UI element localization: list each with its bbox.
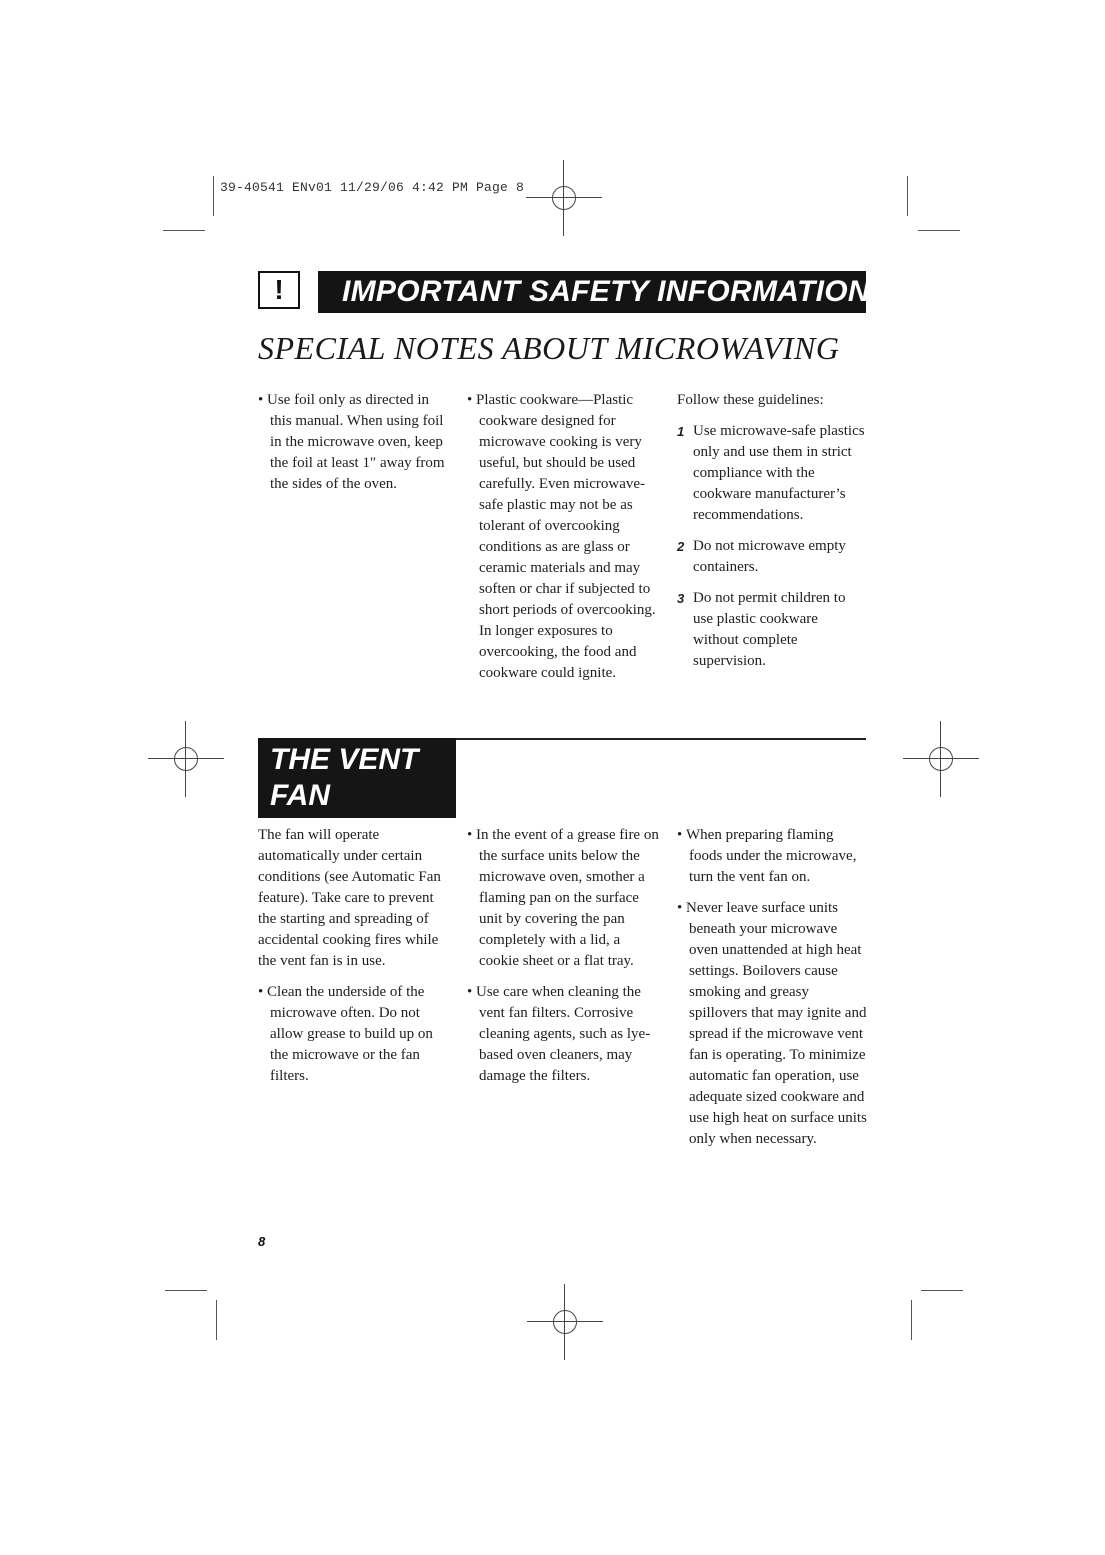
crop-mark-top-right-horizontal (918, 230, 960, 231)
guideline-item (677, 588, 865, 672)
print-stamp: 39-40541 ENv01 11/29/06 4:42 PM Page 8 (220, 180, 525, 195)
exclamation-glyph: ! (274, 274, 284, 305)
guideline-number: 2 (677, 539, 685, 554)
crop-mark-bottom-right-horizontal (921, 1290, 963, 1291)
flaming-foods-bullet: • When preparing flaming foods under the microwave, turn the vent fan on. (677, 825, 867, 888)
guideline-text: Do not permit children to use plastic cookware without complete supervision. (693, 590, 846, 669)
exclamation-icon (258, 271, 300, 309)
registration-mark-right (921, 739, 961, 779)
crop-mark-top-right-vertical (907, 176, 908, 216)
vent-fan-column-2 (467, 825, 663, 1097)
page-title: IMPORTANT SAFETY INFORMATION (318, 271, 866, 313)
registration-mark-left (166, 739, 206, 779)
foil-bullet: • Use foil only as directed in this manual. When using foil in the microwave oven, keep the foil at least 1″ away from the sides of the oven. (258, 390, 450, 495)
microwaving-column-2 (467, 390, 663, 694)
vent-fan-column-3 (677, 825, 867, 1160)
guideline-text: Use microwave-safe plastics only and use them in strict compliance with the cookware manufacturer’s recommendations. (693, 423, 865, 523)
cleaning-filters-bullet: • Use care when cleaning the vent fan filters. Corrosive cleaning agents, such as lye-based oven cleaners, may damage the filters. (467, 982, 663, 1087)
guideline-number: 3 (677, 591, 685, 606)
section-heading-vent-fan (258, 738, 456, 818)
guidelines-intro: Follow these guidelines: (677, 392, 824, 408)
microwaving-column-1 (258, 390, 450, 505)
vent-fan-heading-line-2: FAN (270, 779, 330, 812)
registration-mark-bottom (545, 1302, 585, 1342)
vent-fan-column-1 (258, 825, 450, 1097)
grease-fire-bullet: • In the event of a grease fire on the surface units below the microwave oven, smother a flaming pan on the surface unit by covering the pan completely with a lid, a cookie sheet or a flat tray. (467, 825, 663, 972)
microwaving-column-3 (677, 390, 865, 682)
section-divider (456, 738, 866, 740)
crop-mark-top-left-vertical (213, 176, 214, 216)
crop-mark-bottom-left-vertical (216, 1300, 217, 1340)
crop-mark-bottom-right-vertical (911, 1300, 912, 1340)
guideline-item (677, 421, 865, 526)
clean-underside-bullet: • Clean the underside of the microwave often. Do not allow grease to build up on the microwave or the fan filters. (258, 982, 450, 1087)
registration-mark-top (544, 178, 584, 218)
plastic-cookware-bullet: • Plastic cookware—Plastic cookware designed for microwave cooking is very useful, but should be used carefully. Even microwave-safe plastic may not be as tolerant of overcooking conditions as are glass or ceramic materials and may soften or char if subjected to short periods of overcooking. In longer exposures to overcooking, the food and cookware could ignite. (467, 390, 663, 684)
unattended-units-bullet: • Never leave surface units beneath your microwave oven unattended at high heat settings. Boilovers cause smoking and greasy spillovers that may ignite and spread if the microwave vent fan is operating. To minimize automatic fan operation, use adequate sized cookware and use high heat on surface units only when necessary. (677, 898, 867, 1150)
crop-mark-top-left-horizontal (163, 230, 205, 231)
guideline-item (677, 536, 865, 578)
vent-fan-heading-line-1: THE VENT (270, 743, 419, 776)
crop-mark-bottom-left-horizontal (165, 1290, 207, 1291)
vent-fan-intro: The fan will operate automatically under certain conditions (see Automatic Fan feature). Take care to prevent the starting and spreading of accidental cooking fires while the vent fan is in use. (258, 827, 441, 969)
page-number: 8 (258, 1234, 266, 1249)
section-heading-microwaving: SPECIAL NOTES ABOUT MICROWAVING (258, 330, 840, 366)
guideline-text: Do not microwave empty containers. (693, 538, 846, 575)
guideline-number: 1 (677, 424, 685, 439)
